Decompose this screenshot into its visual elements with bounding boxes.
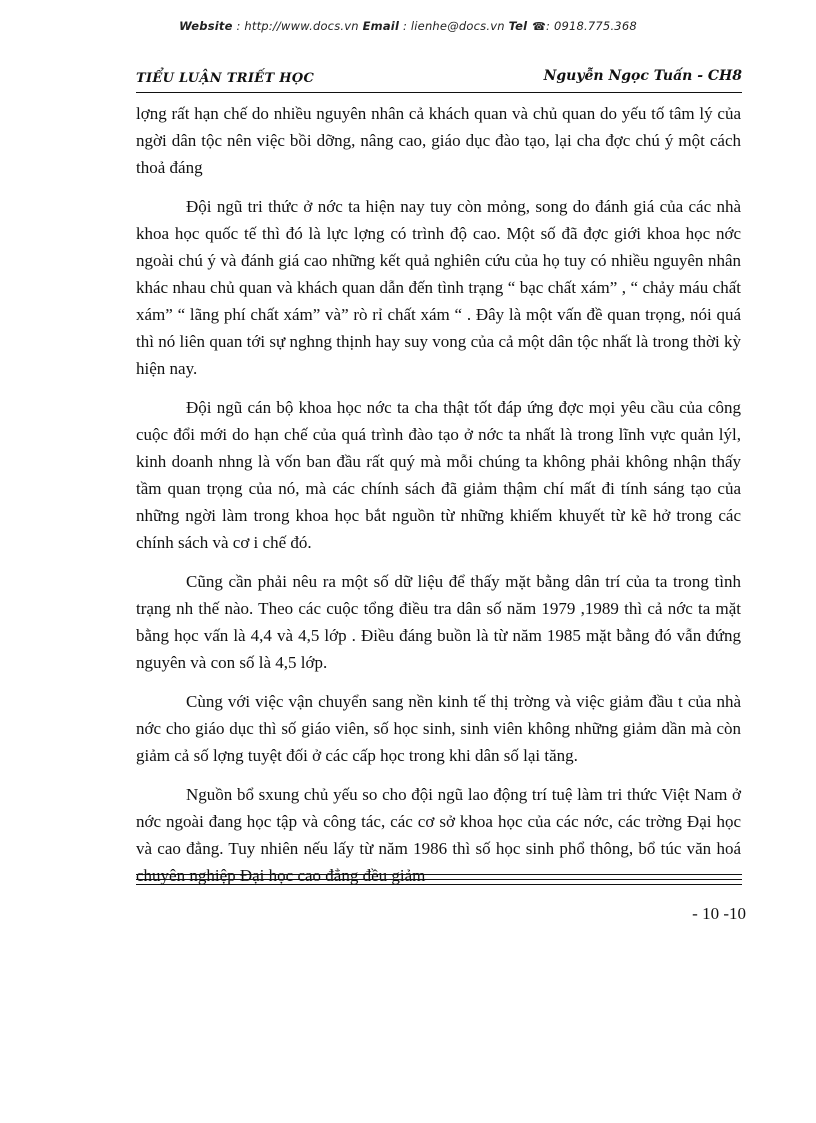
header-divider — [136, 92, 742, 93]
footer-divider-bottom — [136, 884, 742, 885]
page-number: - 10 -10 — [692, 904, 746, 923]
website-contact-line — [0, 19, 816, 33]
running-header — [136, 68, 742, 90]
paragraph-2: Đội ngũ tri thức ở nớc ta hiện nay tuy còn mỏng, song do đánh giá của các nhà khoa học quốc tế thì đó là lực lợng có trình độ cao. Một số đã đợc giới khoa học nớc ngoài chú ý và đánh giá cao những kết quả nghiên cứu của họ tuy có nhiều nguyên nhân khác nhau chủ quan và khách quan dẫn đến tình trạng “ bạc chất xám” , “ chảy máu chất xám” “ lãng phí chất xám” và” rò rỉ chất xám “ . Đây là một vấn đề quan trọng, nói quá thì nó liên quan tới sự nghng thịnh hay suy vong của cả một dân tộc nhất là trong thời kỳ hiện nay. — [136, 197, 741, 378]
paragraph-3: Đội ngũ cán bộ khoa học nớc ta cha thật tốt đáp ứng đợc mọi yêu cầu của công cuộc đổi mới do hạn chế của quá trình đào tạo ở nớc ta nhất là trong lĩnh vực quản lýl, kinh doanh nhng là vốn ban đầu rất quý mà mỗi chúng ta không phải không nhận thấy tầm quan trọng của nó, mà các chính sách đã giảm thậm chí mất đi tính sáng tạo của những ngời làm trong khoa học bắt nguồn từ những khiếm khuyết từ kẽ hở trong các chính sách và cơ i chế đó. — [136, 398, 741, 552]
email-label: Email — [362, 19, 400, 33]
tel-number: : 0918.775.368 — [546, 19, 637, 33]
paragraph-1: lợng rất hạn chế do nhiều nguyên nhân cả khách quan và chủ quan do yếu tố tâm lý của ngời dân tộc nên việc bồi dỡng, nâng cao, giáo dục đào tạo, lại cha đợc chú ý một cách thoả đáng — [136, 104, 741, 177]
paragraph-4: Cũng cần phải nêu ra một số dữ liệu để thấy mặt bằng dân trí của ta trong tình trạng nh thế nào. Theo các cuộc tổng điều tra dân số năm 1979 ,1989 thì cả nớc ta mặt bằng học vấn là 4,4 và 4,5 lớp . Điều đáng buồn là từ năm 1985 mặt bằng đó vẫn đứng nguyên và con số là 4,5 lớp. — [136, 572, 741, 672]
website-label: Website — [179, 19, 233, 33]
paragraph-5: Cùng với việc vận chuyển sang nền kinh tế thị trờng và việc giảm đầu t của nhà nớc cho giáo dục thì số giáo viên, số học sinh, sinh viên không những giảm dần mà còn giảm cả số lợng tuyệt đối ở các cấp học trong khi dân số lại tăng. — [136, 692, 741, 765]
paragraph-6: Nguồn bổ sxung chủ yếu so cho đội ngũ lao động trí tuệ làm tri thức Việt Nam ở nớc ngoài đang học tập và công tác, các cơ sở khoa học của các nớc, các trờng Đại học và cao đẳng. Tuy nhiên nếu lấy từ năm 1986 thì số học sinh phổ thông, bổ túc văn hoá chuyên nghiệp Đại học cao đẳng đều giảm — [136, 785, 741, 885]
footer-divider-middle — [136, 879, 742, 880]
body-text — [136, 100, 741, 901]
footer-divider-top — [136, 874, 742, 875]
phone-icon: ☎ — [532, 20, 547, 33]
website-url[interactable]: : http://www.docs.vn — [232, 19, 363, 33]
author-name: Nguyễn Ngọc Tuấn - CH8 — [543, 68, 742, 84]
email-address[interactable]: : lienhe@docs.vn — [399, 19, 509, 33]
document-title: TIỂU LUẬN TRIẾT HỌC — [136, 71, 315, 86]
tel-label: Tel — [508, 19, 528, 33]
